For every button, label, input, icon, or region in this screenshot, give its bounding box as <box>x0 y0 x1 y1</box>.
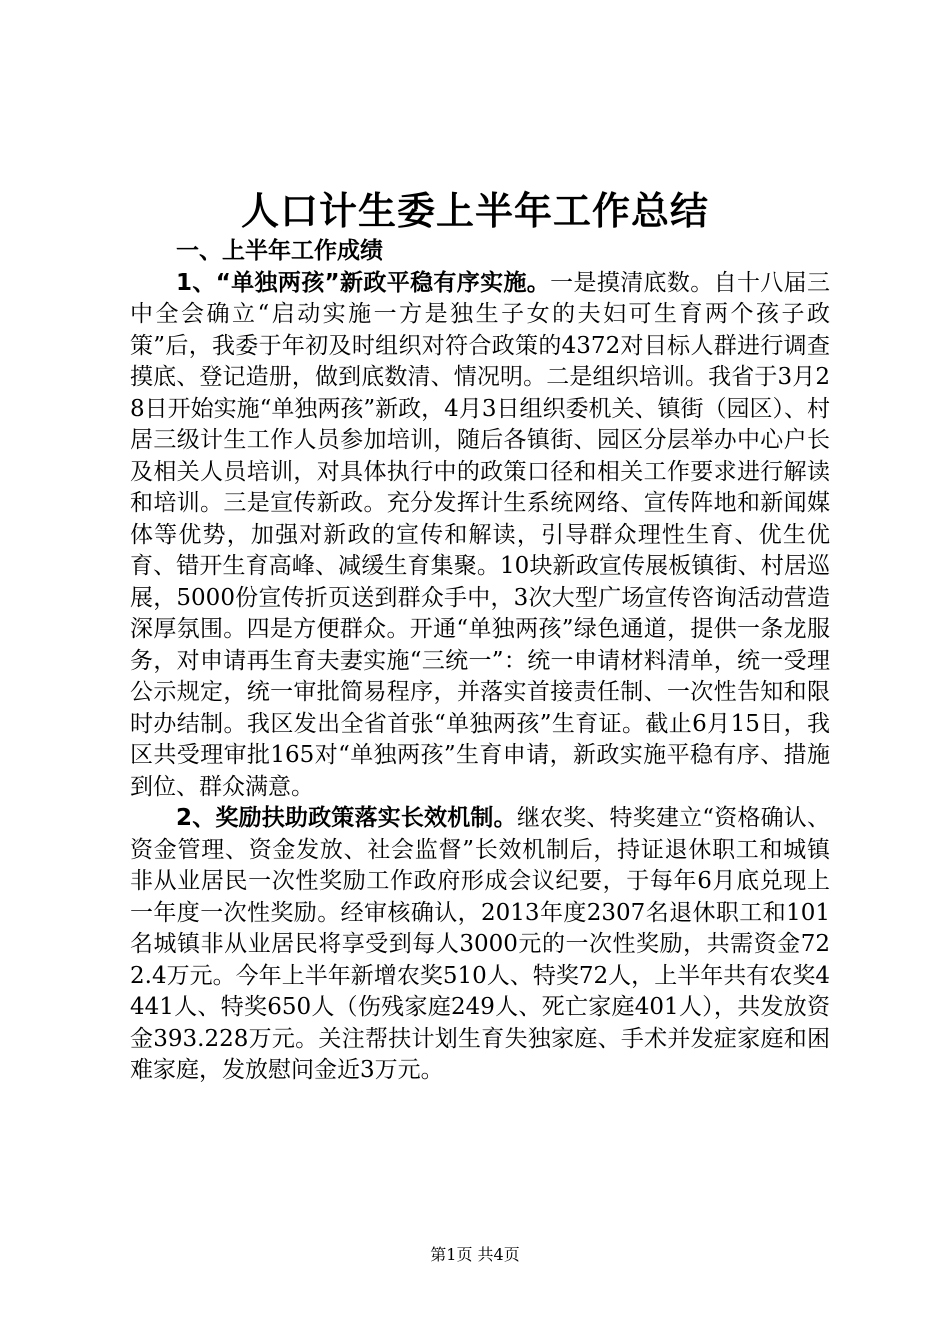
document-body <box>130 236 830 1087</box>
paragraph-1-body: 一是摸清底数。自十八届三中全会确立“启动实施一方是独生子女的夫妇可生育两个孩子政策”后，我委于年初及时组织对符合政策的4372对目标人群进行调查摸底、登记造册，做到底数清、情况明。二是组织培训。我省于3月28日开始实施“单独两孩”新政，4月3日组织委机关、镇街（园区）、村居三级计生工作人员参加培训，随后各镇街、园区分层举办中心户长及相关人员培训，对具体执行中的政策口径和相关工作要求进行解读和培训。三是宣传新政。充分发挥计生系统网络、宣传阵地和新闻媒体等优势，加强对新政的宣传和解读，引导群众理性生育、优生优育、错开生育高峰、减缓生育集聚。10块新政宣传展板镇街、村居巡展，5000份宣传折页送到群众手中，3次大型广场宣传咨询活动营造深厚氛围。四是方便群众。开通“单独两孩”绿色通道，提供一条龙服务，对申请再生育夫妻实施“三统一”：统一申请材料清单，统一受理公示规定，统一审批简易程序，并落实首接责任制、一次性告知和限时办结制。我区发出全省首张“单独两孩”生育证。截止6月15日，我区共受理审批165对“单独两孩”生育申请，新政实施平稳有序、措施到位、群众满意。 <box>130 269 830 800</box>
section-heading: 一、上半年工作成绩 <box>176 238 383 264</box>
document-title: 人口计生委上半年工作总结 <box>240 189 709 233</box>
paragraph-2-body: 继农奖、特奖建立“资格确认、资金管理、资金发放、社会监督”长效机制后，持证退休职工和城镇非从业居民一次性奖励工作政府形成会议纪要，于每年6月底兑现上一年度一次性奖励。经审核确认，2013年度2307名退休职工和101名城镇非从业居民将享受到每人3000元的一次性奖励，共需资金722.4万元。今年上半年新增农奖510人、特奖72人，上半年共有农奖4441人、特奖650人（伤残家庭249人、死亡家庭401人），共发放资金393.228万元。关注帮扶计划生育失独家庭、手术并发症家庭和困难家庭，发放慰问金近3万元。 <box>130 805 830 1083</box>
paragraph-2-lead: 2、奖励扶助政策落实长效机制。 <box>176 805 517 831</box>
page-footer: 第1页 共4页 <box>430 1245 520 1264</box>
paragraph-2 <box>130 803 830 1087</box>
paragraph-1-lead: 1、“单独两孩”新政平稳有序实施。 <box>176 269 551 296</box>
paragraph-1 <box>130 268 830 804</box>
